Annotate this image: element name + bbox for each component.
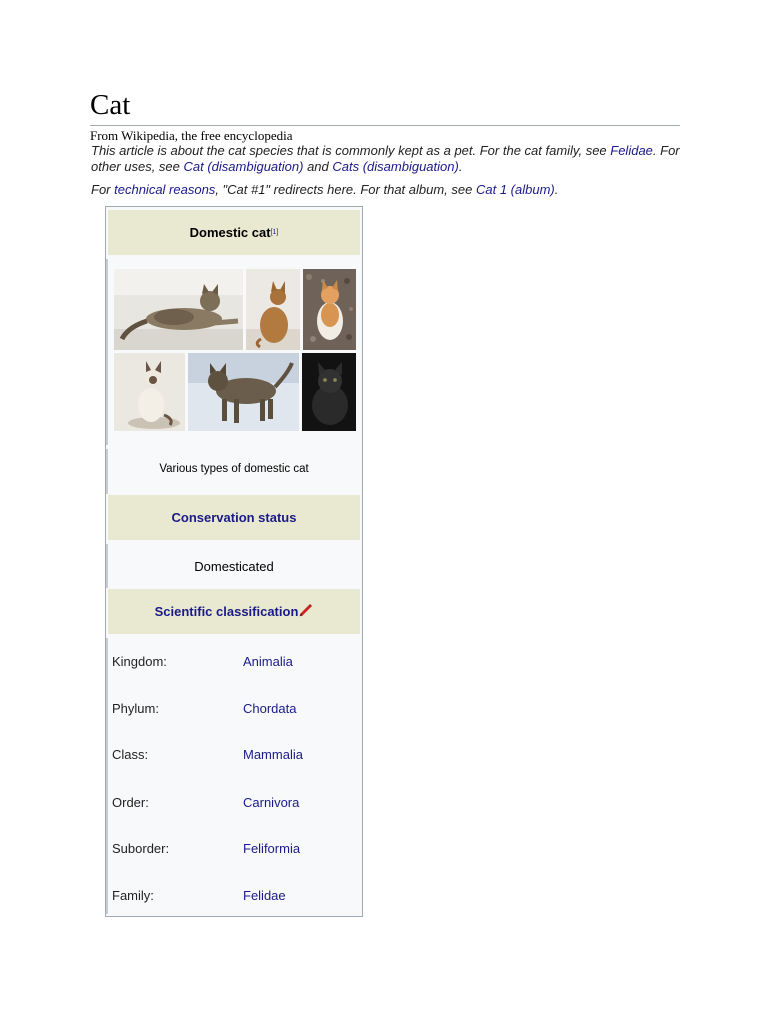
infobox-image-gallery[interactable] [114, 269, 358, 435]
cat-photo-siamese[interactable] [114, 353, 185, 431]
taxonomy-value-link[interactable]: Felidae [243, 888, 286, 903]
hatnote-text: . [554, 182, 559, 197]
link-technical-reasons[interactable]: technical reasons [114, 182, 216, 197]
infobox [105, 206, 363, 917]
taxonomy-value-link[interactable]: Carnivora [243, 795, 300, 810]
taxonomy-row-phylum [112, 701, 358, 721]
site-tagline: From Wikipedia, the free encyclopedia [90, 128, 293, 143]
hatnote-text: This article is about the cat species that is commonly kept as a pet. For the cat family, see [91, 143, 611, 158]
hatnote-text: . [458, 159, 463, 174]
taxonomy-label: Suborder: [112, 841, 170, 856]
taxonomy-row-class [112, 747, 358, 767]
taxonomy-row-kingdom [112, 654, 358, 674]
taxonomy-value-link[interactable]: Feliformia [243, 841, 301, 856]
scientific-classification-link[interactable]: Scientific classification [154, 604, 299, 619]
taxonomy-label: Order: [112, 795, 149, 810]
infobox-side-rule [106, 638, 108, 914]
cat-photo-tabby-lying[interactable] [114, 269, 243, 350]
scientific-classification-header[interactable] [108, 589, 360, 634]
taxonomy-row-order [112, 795, 358, 815]
hatnote-text: . For other uses, see [91, 143, 680, 174]
link-cats-disambiguation[interactable]: Cats (disambiguation) [332, 159, 459, 174]
conservation-status-link[interactable]: Conservation status [171, 510, 297, 525]
taxonomy-label: Family: [112, 888, 154, 903]
cat-photo-abyssinian[interactable] [246, 269, 300, 350]
link-felidae[interactable]: Felidae [610, 143, 653, 158]
cat-photo-tabby-snow[interactable] [188, 353, 299, 431]
title-divider [90, 125, 680, 126]
taxonomy-label: Phylum: [112, 701, 159, 716]
taxonomy-label: Kingdom: [112, 654, 167, 669]
infobox-title-text: Domestic cat [189, 225, 271, 240]
cat-photo-black[interactable] [302, 353, 356, 431]
conservation-status-header[interactable] [108, 495, 360, 540]
taxonomy-label: Class: [112, 747, 149, 762]
taxonomy-value-link[interactable]: Mammalia [243, 747, 303, 762]
conservation-status-value: Domesticated [194, 559, 274, 574]
hatnote-text: and [303, 159, 333, 174]
cat-photo-ginger-white[interactable] [303, 269, 356, 350]
taxonomy-value-link[interactable]: Chordata [243, 701, 297, 716]
hatnote-about [91, 143, 691, 175]
image-caption: Various types of domestic cat [159, 463, 309, 475]
hatnote-text: For [91, 182, 115, 197]
reference-link[interactable]: [1] [270, 229, 279, 236]
page-title: Cat [90, 89, 131, 121]
infobox-side-rule [106, 259, 108, 445]
hatnote-redirect [91, 182, 691, 198]
infobox-title [108, 210, 360, 255]
link-cat-1-album[interactable]: Cat 1 (album) [475, 182, 555, 197]
taxonomy-row-suborder [112, 841, 358, 861]
hatnote-text: , "Cat #1" redirects here. For that album, see [215, 182, 476, 197]
taxonomy-row-family [112, 888, 358, 908]
taxonomy-value-link[interactable]: Animalia [243, 654, 293, 669]
pencil-icon[interactable] [299, 603, 313, 620]
link-cat-disambiguation[interactable]: Cat (disambiguation) [183, 159, 304, 174]
